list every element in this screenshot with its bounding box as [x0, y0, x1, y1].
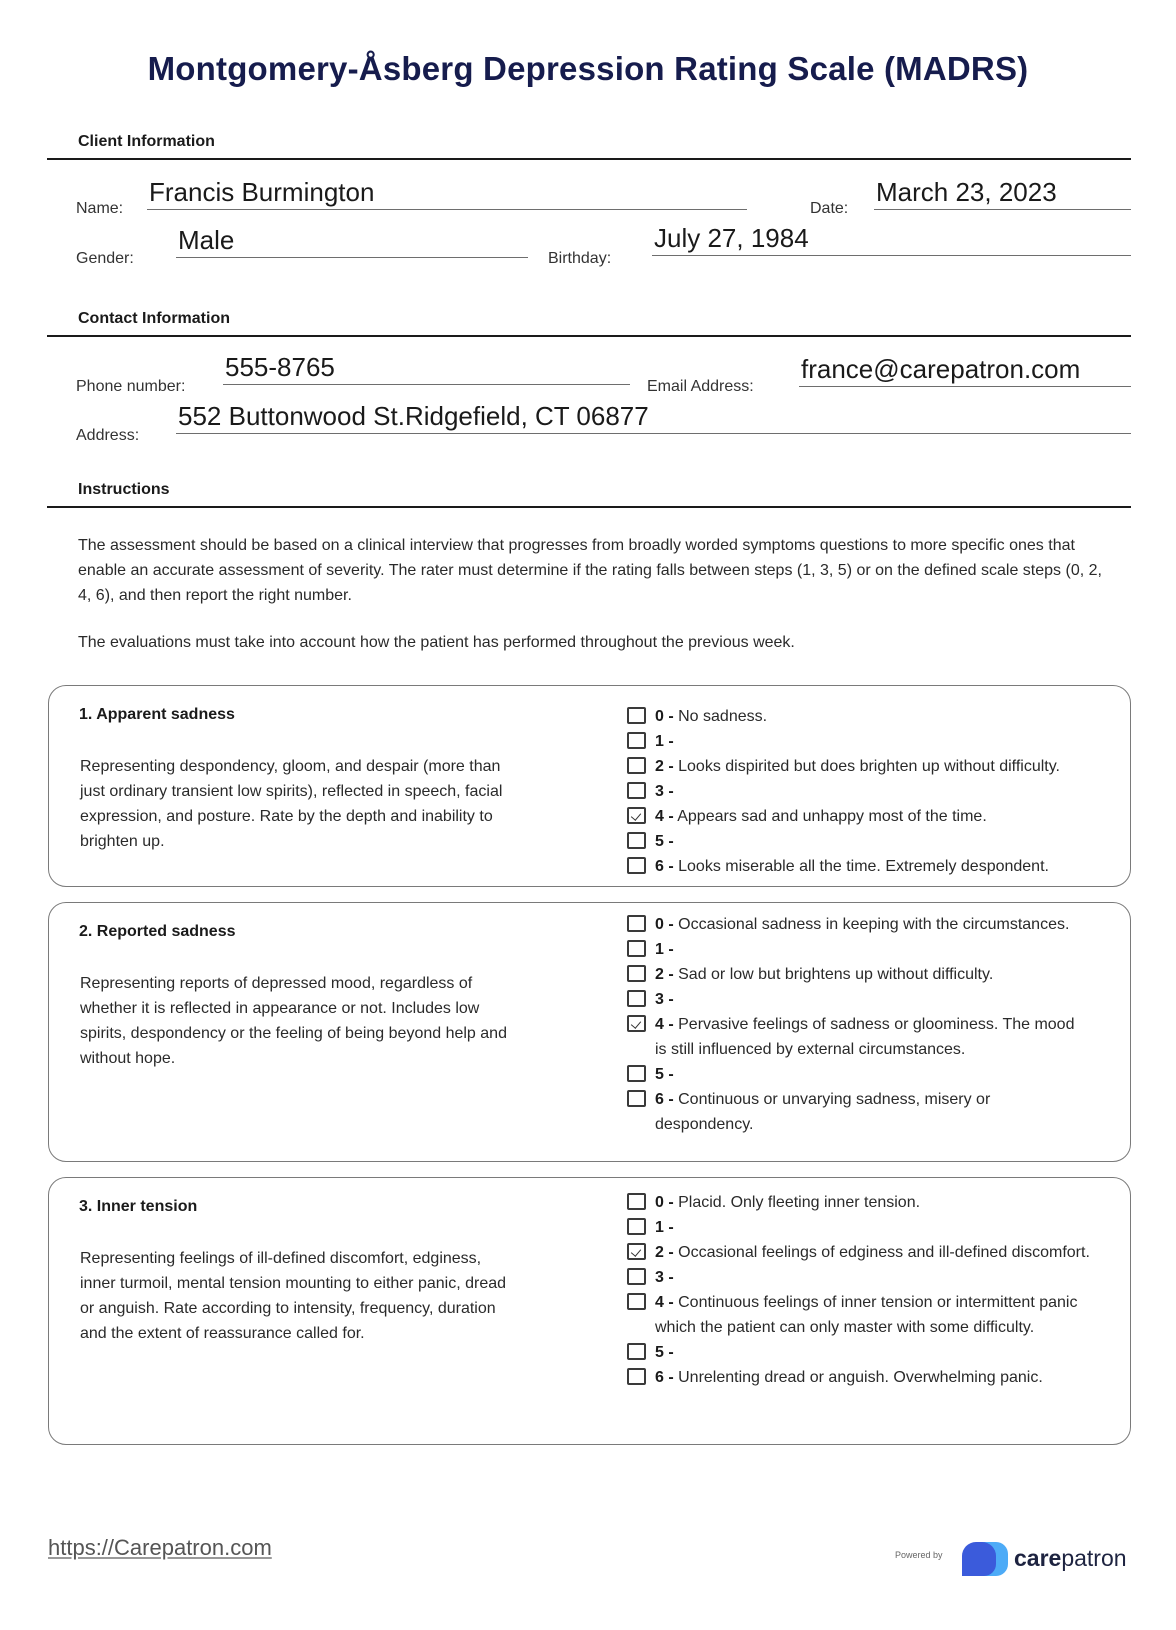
- checkbox[interactable]: [627, 707, 646, 724]
- divider: [47, 335, 1131, 337]
- date-label: Date:: [810, 200, 849, 217]
- rating-option-4[interactable]: 4 - Pervasive feelings of sadness or gloominess. The mood is still influenced by external circumstances.: [627, 1012, 1087, 1062]
- item-description: Representing reports of depressed mood, regardless of whether it is reflected in appearance or not. Includes low spirits, despondency or the feeling of being beyond help and without hope.: [80, 975, 507, 1067]
- divider: [47, 158, 1131, 160]
- checkbox[interactable]: [627, 1193, 646, 1210]
- rating-option-6[interactable]: 6 - Looks miserable all the time. Extremely despondent.: [627, 854, 1127, 879]
- rating-option-4[interactable]: 4 - Appears sad and unhappy most of the time.: [627, 804, 1127, 829]
- checkbox[interactable]: [627, 857, 646, 874]
- rating-option-3[interactable]: 3 -: [627, 779, 1127, 804]
- gender-label: Gender:: [76, 250, 134, 267]
- checkbox[interactable]: [627, 1065, 646, 1082]
- checkbox[interactable]: [627, 940, 646, 957]
- rating-option-6[interactable]: 6 - Unrelenting dread or anguish. Overwhelming panic.: [627, 1365, 1097, 1390]
- item-description: Representing despondency, gloom, and despair (more than just ordinary transient low spirits), reflected in speech, facial expression, and posture. Rate by the depth and inability to brighten up.: [80, 758, 503, 850]
- rating-option-5[interactable]: 5 -: [627, 829, 1127, 854]
- instructions-heading: Instructions: [78, 481, 170, 498]
- email-field[interactable]: france@carepatron.com: [799, 352, 1131, 387]
- birthday-field[interactable]: July 27, 1984: [652, 221, 1131, 256]
- divider: [47, 506, 1131, 508]
- rating-option-1[interactable]: 1 -: [627, 937, 1087, 962]
- item-title: 1. Apparent sadness: [79, 706, 235, 723]
- carepatron-logo-icon: [960, 1540, 1010, 1578]
- rating-option-1[interactable]: 1 -: [627, 1215, 1097, 1240]
- item-card-apparent-sadness: [48, 685, 1131, 887]
- checkbox[interactable]: [627, 1268, 646, 1285]
- rating-option-1[interactable]: 1 -: [627, 729, 1127, 754]
- rating-option-0[interactable]: 0 - Placid. Only fleeting inner tension.: [627, 1190, 1097, 1215]
- phone-label: Phone number:: [76, 378, 186, 395]
- item-card-inner-tension: [48, 1177, 1131, 1445]
- checkbox[interactable]: [627, 1218, 646, 1235]
- rating-option-3[interactable]: 3 -: [627, 1265, 1097, 1290]
- rating-option-0[interactable]: 0 - No sadness.: [627, 704, 1127, 729]
- powered-by-label: Powered by: [895, 1550, 943, 1560]
- contact-info-heading: Contact Information: [78, 310, 230, 327]
- rating-option-6[interactable]: 6 - Continuous or unvarying sadness, misery or despondency.: [627, 1087, 1087, 1137]
- date-field[interactable]: March 23, 2023: [874, 175, 1131, 210]
- instructions-paragraph: The assessment should be based on a clinical interview that progresses from broadly worded symptoms questions to more specific ones that enable an accurate assessment of severity. The rater must determine if the rating falls between steps (1, 3, 5) or on the defined scale steps (0, 2, 4, 6), and then report the right number.: [78, 537, 1102, 604]
- checkbox[interactable]: [627, 915, 646, 932]
- rating-option-4[interactable]: 4 - Continuous feelings of inner tension or intermittent panic which the patient can only master with some difficulty.: [627, 1290, 1097, 1340]
- address-label: Address:: [76, 427, 140, 444]
- carepatron-link[interactable]: https://Carepatron.com: [48, 1535, 272, 1560]
- rating-option-3[interactable]: 3 -: [627, 987, 1087, 1012]
- name-field[interactable]: Francis Burmington: [147, 175, 747, 210]
- checkbox[interactable]: [627, 782, 646, 799]
- rating-options: [627, 1190, 1097, 1390]
- item-title: 2. Reported sadness: [79, 923, 236, 940]
- client-info-heading: Client Information: [78, 133, 215, 150]
- rating-option-5[interactable]: 5 -: [627, 1340, 1097, 1365]
- phone-field[interactable]: 555-8765: [223, 350, 630, 385]
- checkbox-checked[interactable]: [627, 807, 646, 824]
- address-field[interactable]: 552 Buttonwood St.Ridgefield, CT 06877: [176, 399, 1131, 434]
- checkbox[interactable]: [627, 990, 646, 1007]
- checkbox-checked[interactable]: [627, 1015, 646, 1032]
- checkbox[interactable]: [627, 965, 646, 982]
- rating-option-5[interactable]: 5 -: [627, 1062, 1087, 1087]
- rating-option-2[interactable]: 2 - Sad or low but brightens up without difficulty.: [627, 962, 1087, 987]
- birthday-label: Birthday:: [548, 250, 612, 267]
- checkbox[interactable]: [627, 757, 646, 774]
- rating-options: [627, 912, 1087, 1137]
- checkbox[interactable]: [627, 1090, 646, 1107]
- item-card-reported-sadness: [48, 902, 1131, 1162]
- checkbox[interactable]: [627, 732, 646, 749]
- rating-option-2[interactable]: 2 - Looks dispirited but does brighten up without difficulty.: [627, 754, 1127, 779]
- item-title: 3. Inner tension: [79, 1198, 198, 1215]
- rating-options: [627, 704, 1127, 879]
- checkbox[interactable]: [627, 832, 646, 849]
- rating-option-2[interactable]: 2 - Occasional feelings of edginess and ill-defined discomfort.: [627, 1240, 1097, 1265]
- gender-field[interactable]: Male: [176, 223, 528, 258]
- checkbox-checked[interactable]: [627, 1243, 646, 1260]
- rating-option-0[interactable]: 0 - Occasional sadness in keeping with the circumstances.: [627, 912, 1087, 937]
- checkbox[interactable]: [627, 1293, 646, 1310]
- name-label: Name:: [76, 200, 124, 217]
- checkbox[interactable]: [627, 1368, 646, 1385]
- instructions-paragraph: The evaluations must take into account how the patient has performed throughout the previous week.: [78, 634, 795, 651]
- page-title: Montgomery-Åsberg Depression Rating Scale (MADRS): [147, 50, 1029, 87]
- carepatron-logo-text: carepatron: [1014, 1545, 1127, 1571]
- checkbox[interactable]: [627, 1343, 646, 1360]
- email-label: Email Address:: [647, 378, 754, 395]
- item-description: Representing feelings of ill-defined discomfort, edginess, inner turmoil, mental tension mounting to either panic, dread or anguish. Rate according to intensity, frequency, duration and the extent of reassurance called for.: [80, 1250, 507, 1342]
